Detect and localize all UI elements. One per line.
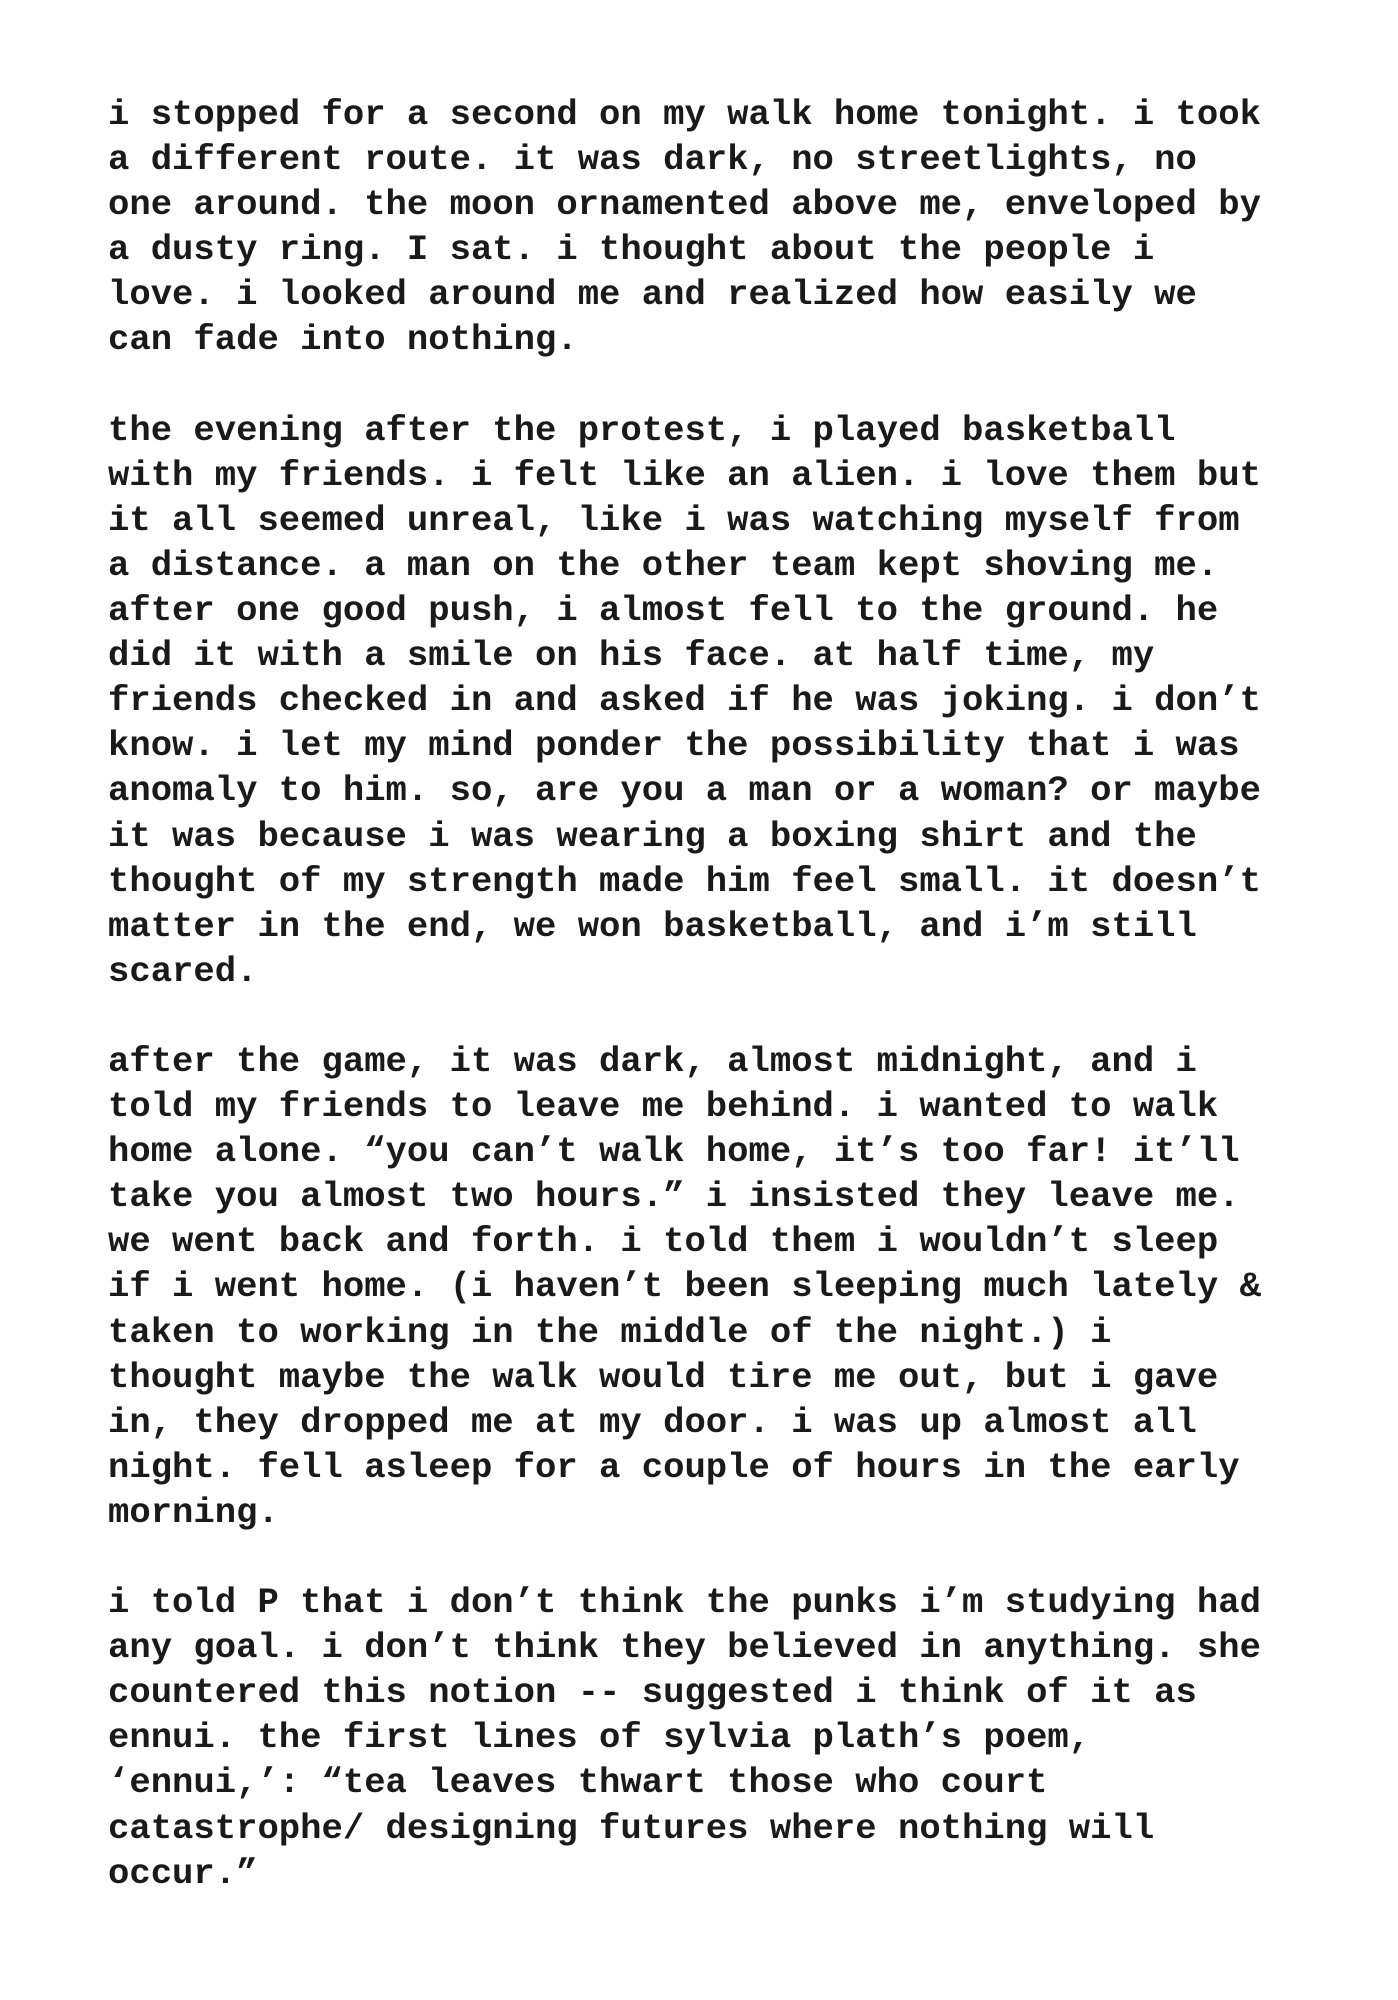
text-line: morning. xyxy=(108,1491,279,1533)
paragraph-4 xyxy=(108,1580,1308,1896)
text-line: it all seemed unreal, like i was watching myself from xyxy=(108,499,1240,541)
text-line: taken to working in the middle of the night.) i xyxy=(108,1311,1112,1353)
text-line: a distance. a man on the other team kept shoving me. xyxy=(108,544,1219,586)
text-line: friends checked in and asked if he was joking. i don’t xyxy=(108,680,1261,722)
text-line: with my friends. i felt like an alien. i love them but xyxy=(108,454,1261,496)
text-line: night. fell asleep for a couple of hours in the early xyxy=(108,1446,1240,1488)
paragraph-2 xyxy=(108,408,1308,994)
text-line: after one good push, i almost fell to the ground. he xyxy=(108,590,1219,632)
text-line: know. i let my mind ponder the possibility that i was xyxy=(108,725,1240,767)
text-line: thought maybe the walk would tire me out, but i gave xyxy=(108,1356,1219,1398)
text-line: matter in the end, we won basketball, and i’m still xyxy=(108,905,1197,947)
text-line: ‘ennui,’: “tea leaves thwart those who court xyxy=(108,1762,1048,1804)
text-line: occur.” xyxy=(108,1852,258,1894)
paragraph-3 xyxy=(108,1039,1308,1535)
paragraph-1 xyxy=(108,92,1308,363)
text-line: the evening after the protest, i played basketball xyxy=(108,409,1176,451)
text-line: love. i looked around me and realized how easily we xyxy=(108,274,1197,316)
text-line: any goal. i don’t think they believed in anything. she xyxy=(108,1627,1261,1669)
text-line: catastrophe/ designing futures where nothing will xyxy=(108,1807,1155,1849)
text-line: it was because i was wearing a boxing shirt and the xyxy=(108,815,1197,857)
text-line: if i went home. (i haven’t been sleeping much lately & xyxy=(108,1266,1261,1308)
text-line: can fade into nothing. xyxy=(108,319,578,361)
text-line: one around. the moon ornamented above me, enveloped by xyxy=(108,184,1261,226)
text-line: anomaly to him. so, are you a man or a woman? or maybe xyxy=(108,770,1261,812)
text-line: i told P that i don’t think the punks i’m studying had xyxy=(108,1582,1261,1624)
text-line: take you almost two hours.” i insisted they leave me. xyxy=(108,1176,1240,1218)
typed-page xyxy=(108,92,1308,1941)
text-line: did it with a smile on his face. at half time, my xyxy=(108,635,1155,677)
text-line: told my friends to leave me behind. i wanted to walk xyxy=(108,1086,1219,1128)
text-line: countered this notion -- suggested i think of it as xyxy=(108,1672,1197,1714)
text-line: we went back and forth. i told them i wouldn’t sleep xyxy=(108,1221,1219,1263)
text-line: after the game, it was dark, almost midnight, and i xyxy=(108,1040,1197,1082)
text-line: thought of my strength made him feel small. it doesn’t xyxy=(108,860,1261,902)
text-line: scared. xyxy=(108,950,258,992)
text-line: i stopped for a second on my walk home tonight. i took xyxy=(108,94,1261,135)
text-line: in, they dropped me at my door. i was up almost all xyxy=(108,1401,1197,1443)
text-line: a dusty ring. I sat. i thought about the people i xyxy=(108,229,1155,271)
text-line: home alone. “you can’t walk home, it’s too far! it’ll xyxy=(108,1131,1240,1173)
text-line: ennui. the first lines of sylvia plath’s poem, xyxy=(108,1717,1091,1759)
text-line: a different route. it was dark, no streetlights, no xyxy=(108,139,1197,181)
